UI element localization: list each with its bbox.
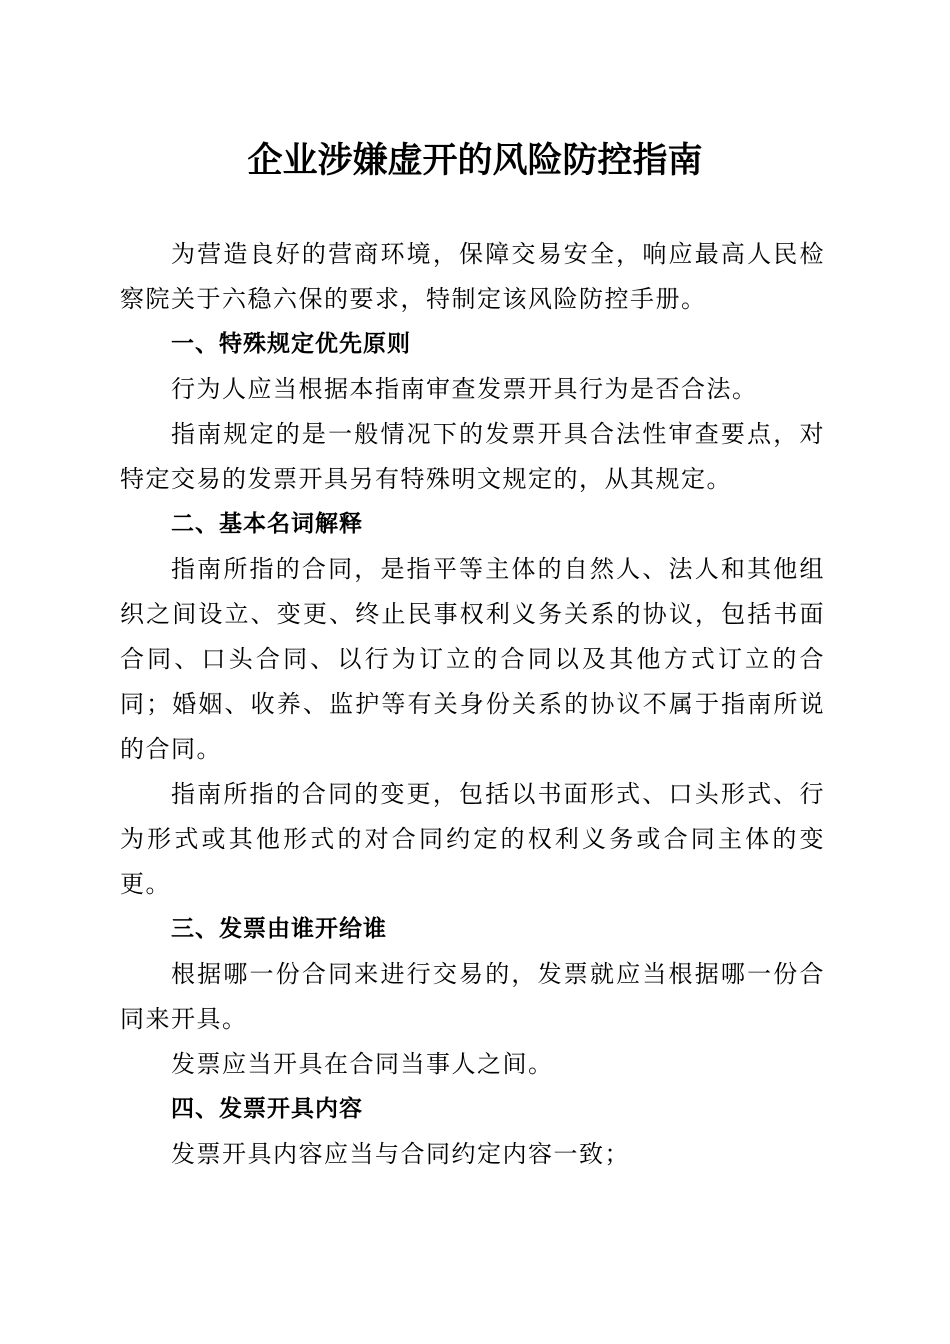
document-title: 企业涉嫌虚开的风险防控指南 (247, 140, 703, 181)
document-body (120, 232, 825, 1177)
section-1-paragraph-2: 指南规定的是一般情况下的发票开具合法性审查要点，对特定交易的发票开具另有特殊明文规定的，从其规定。 (120, 420, 825, 493)
section-heading-4: 四、发票开具内容 (171, 1096, 363, 1122)
section-2-paragraph-1: 指南所指的合同，是指平等主体的自然人、法人和其他组织之间设立、变更、终止民事权利义务关系的协议，包括书面合同、口头合同、以行为订立的合同以及其他方式订立的合同；婚姻、收养、监护等有关身份关系的协议不属于指南所说的合同。 (120, 555, 825, 763)
section-2-paragraph-2: 指南所指的合同的变更，包括以书面形式、口头形式、行为形式或其他形式的对合同约定的权利义务或合同主体的变更。 (120, 780, 825, 898)
section-4-paragraph-1: 发票开具内容应当与合同约定内容一致； (171, 1140, 630, 1168)
section-heading-1: 一、特殊规定优先原则 (171, 331, 411, 357)
section-heading-3: 三、发票由谁开给谁 (171, 916, 387, 942)
section-3-paragraph-1: 根据哪一份合同来进行交易的，发票就应当根据哪一份合同来开具。 (120, 960, 825, 1033)
section-heading-2: 二、基本名词解释 (171, 511, 363, 537)
section-3-paragraph-2: 发票应当开具在合同当事人之间。 (171, 1050, 554, 1078)
section-1-paragraph-1: 行为人应当根据本指南审查发票开具行为是否合法。 (171, 375, 758, 403)
intro-paragraph: 为营造良好的营商环境，保障交易安全，响应最高人民检察院关于六稳六保的要求，特制定该风险防控手册。 (120, 240, 825, 313)
